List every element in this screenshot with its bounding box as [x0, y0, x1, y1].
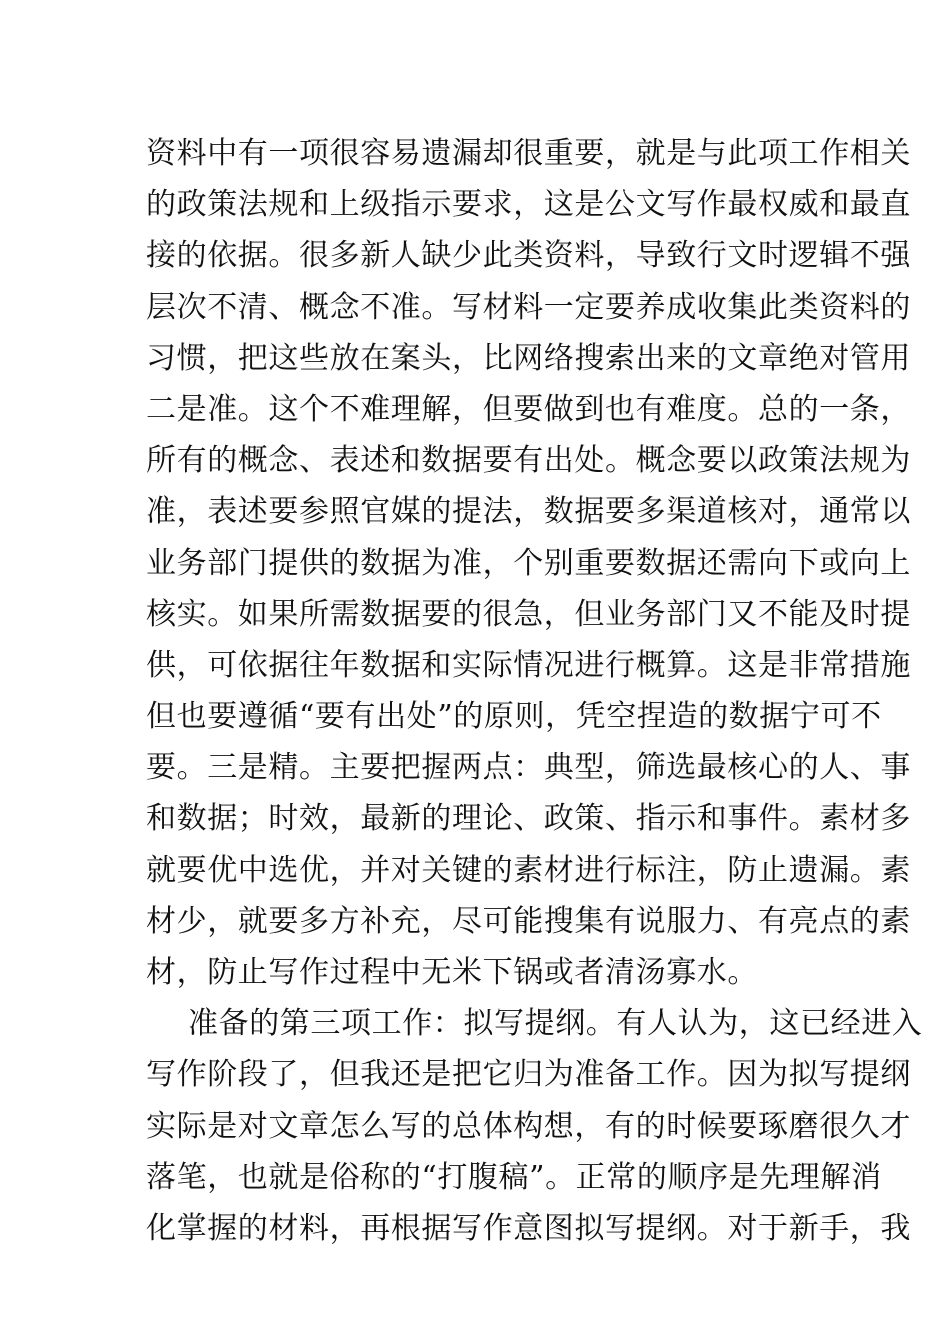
- text-line: 层次不清、概念不准。写材料一定要养成收集此类资料的: [146, 289, 911, 325]
- text-line: 落笔，也就是俗称的“打腹稿”。正常的顺序是先理解消: [146, 1159, 882, 1195]
- text-line: 实际是对文章怎么写的总体构想，有的时候要琢磨很久才: [146, 1108, 911, 1144]
- text-line: 写作阶段了，但我还是把它归为准备工作。因为拟写提纲: [146, 1057, 911, 1093]
- text-line: 的政策法规和上级指示要求，这是公文写作最权威和最直: [146, 187, 911, 223]
- text-line: 接的依据。很多新人缺少此类资料，导致行文时逻辑不强: [146, 238, 911, 274]
- text-line: 核实。如果所需数据要的很急，但业务部门又不能及时提: [146, 596, 911, 632]
- text-line: 就要优中选优，并对关键的素材进行标注，防止遗漏。素: [146, 852, 911, 888]
- text-line: 但也要遵循“要有出处”的原则，凭空捏造的数据宁可不: [146, 699, 882, 735]
- text-line: 化掌握的材料，再根据写作意图拟写提纲。对于新手，我: [146, 1210, 911, 1246]
- text-line: 要。三是精。主要把握两点：典型，筛选最核心的人、事: [146, 750, 911, 786]
- body-text: [146, 128, 923, 1254]
- text-line: 准，表述要参照官媒的提法，数据要多渠道核对，通常以: [146, 494, 911, 530]
- text-line: 所有的概念、表述和数据要有出处。概念要以政策法规为: [146, 443, 911, 479]
- text-line: 供，可依据往年数据和实际情况进行概算。这是非常措施: [146, 647, 911, 683]
- text-line: 材，防止写作过程中无米下锅或者清汤寡水。: [146, 955, 758, 990]
- text-line: 业务部门提供的数据为准，个别重要数据还需向下或向上: [146, 545, 911, 581]
- text-line: 和数据；时效，最新的理论、政策、指示和事件。素材多: [146, 801, 911, 837]
- text-line: 二是准。这个不难理解，但要做到也有难度。总的一条，: [146, 391, 911, 427]
- text-line: 习惯，把这些放在案头，比网络搜索出来的文章绝对管用: [146, 340, 911, 376]
- text-line: 资料中有一项很容易遗漏却很重要，就是与此项工作相关: [146, 136, 911, 171]
- paragraph-start-line: 准备的第三项工作：拟写提纲。有人认为，这已经进入: [188, 1006, 923, 1042]
- text-line: 材少，就要多方补充，尽可能搜集有说服力、有亮点的素: [146, 903, 911, 939]
